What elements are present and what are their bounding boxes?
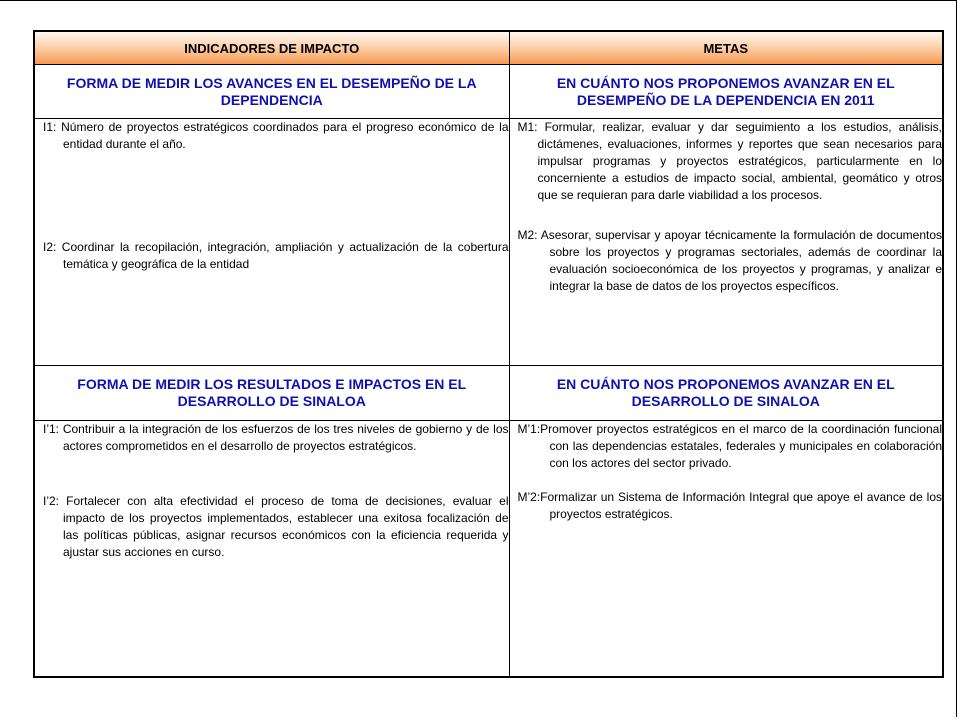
- impact-indicators-table: [33, 30, 944, 678]
- indicator-i1: I1: Número de proyectos estratégicos coordinados para el progreso económico de la entidad durante el año.: [43, 120, 509, 151]
- section2-body-row: [34, 421, 943, 678]
- table-header-row: [34, 31, 943, 65]
- section2-left-title: FORMA DE MEDIR LOS RESULTADOS E IMPACTOS EN EL DESARROLLO DE SINALOA: [34, 366, 509, 421]
- section1-goals-cell: [509, 119, 943, 366]
- section2-indicators-cell: [34, 421, 509, 678]
- section1-body-row: [34, 119, 943, 366]
- header-goals: METAS: [509, 31, 943, 65]
- indicator-i-prime-2: I’2: Fortalecer con alta efectividad el proceso de toma de decisiones, evaluar el impacto de los proyectos implementados, establecer una exitosa focalización de las políticas públicas, asignar recursos económicos con la eficiencia requerida y ajustar sus acciones en curso.: [43, 494, 509, 559]
- section2-right-title: EN CUÁNTO NOS PROPONEMOS AVANZAR EN EL DESARROLLO DE SINALOA: [509, 366, 943, 421]
- section1-right-title: EN CUÁNTO NOS PROPONEMOS AVANZAR EN EL DESEMPEÑO DE LA DEPENDENCIA EN 2011: [509, 65, 943, 119]
- section1-left-title: FORMA DE MEDIR LOS AVANCES EN EL DESEMPEÑO DE LA DEPENDENCIA: [34, 65, 509, 119]
- section2-goals-cell: [509, 421, 943, 678]
- header-indicators: INDICADORES DE IMPACTO: [34, 31, 509, 65]
- indicator-i2: I2: Coordinar la recopilación, integración, ampliación y actualización de la cobertura temática y geográfica de la entidad: [43, 240, 509, 271]
- goal-m2: M2: Asesorar, supervisar y apoyar técnicamente la formulación de documentos sobre los proyectos y programas sectoriales, además de coordinar la evaluación socioeconómica de los proyectos y programas, y analizar e integrar la base de datos de los proyectos específicos.: [517, 228, 942, 293]
- goal-m1: M1: Formular, realizar, evaluar y dar seguimiento a los estudios, análisis, dictámenes, evaluaciones, informes y reportes que sean necesarios para impulsar programas y proyectos estratégicos, particularmente en lo concerniente a estudios de impacto social, ambiental, geomático y otros que se requieran para darle viabilidad a los procesos.: [517, 120, 942, 202]
- goal-m-prime-2: M’2:Formalizar un Sistema de Información Integral que apoye el avance de los proyectos estratégicos.: [517, 490, 942, 521]
- section1-title-row: [34, 65, 943, 119]
- goal-m-prime-1: M’1:Promover proyectos estratégicos en el marco de la coordinación funcional con las dependencias estatales, federales y municipales en colaboración con los actores del sector privado.: [517, 422, 942, 470]
- section1-indicators-cell: [34, 119, 509, 366]
- indicator-i-prime-1: I’1: Contribuir a la integración de los esfuerzos de los tres niveles de gobierno y de los actores comprometidos en el desarrollo de proyectos estratégicos.: [43, 422, 509, 453]
- section2-title-row: [34, 366, 943, 421]
